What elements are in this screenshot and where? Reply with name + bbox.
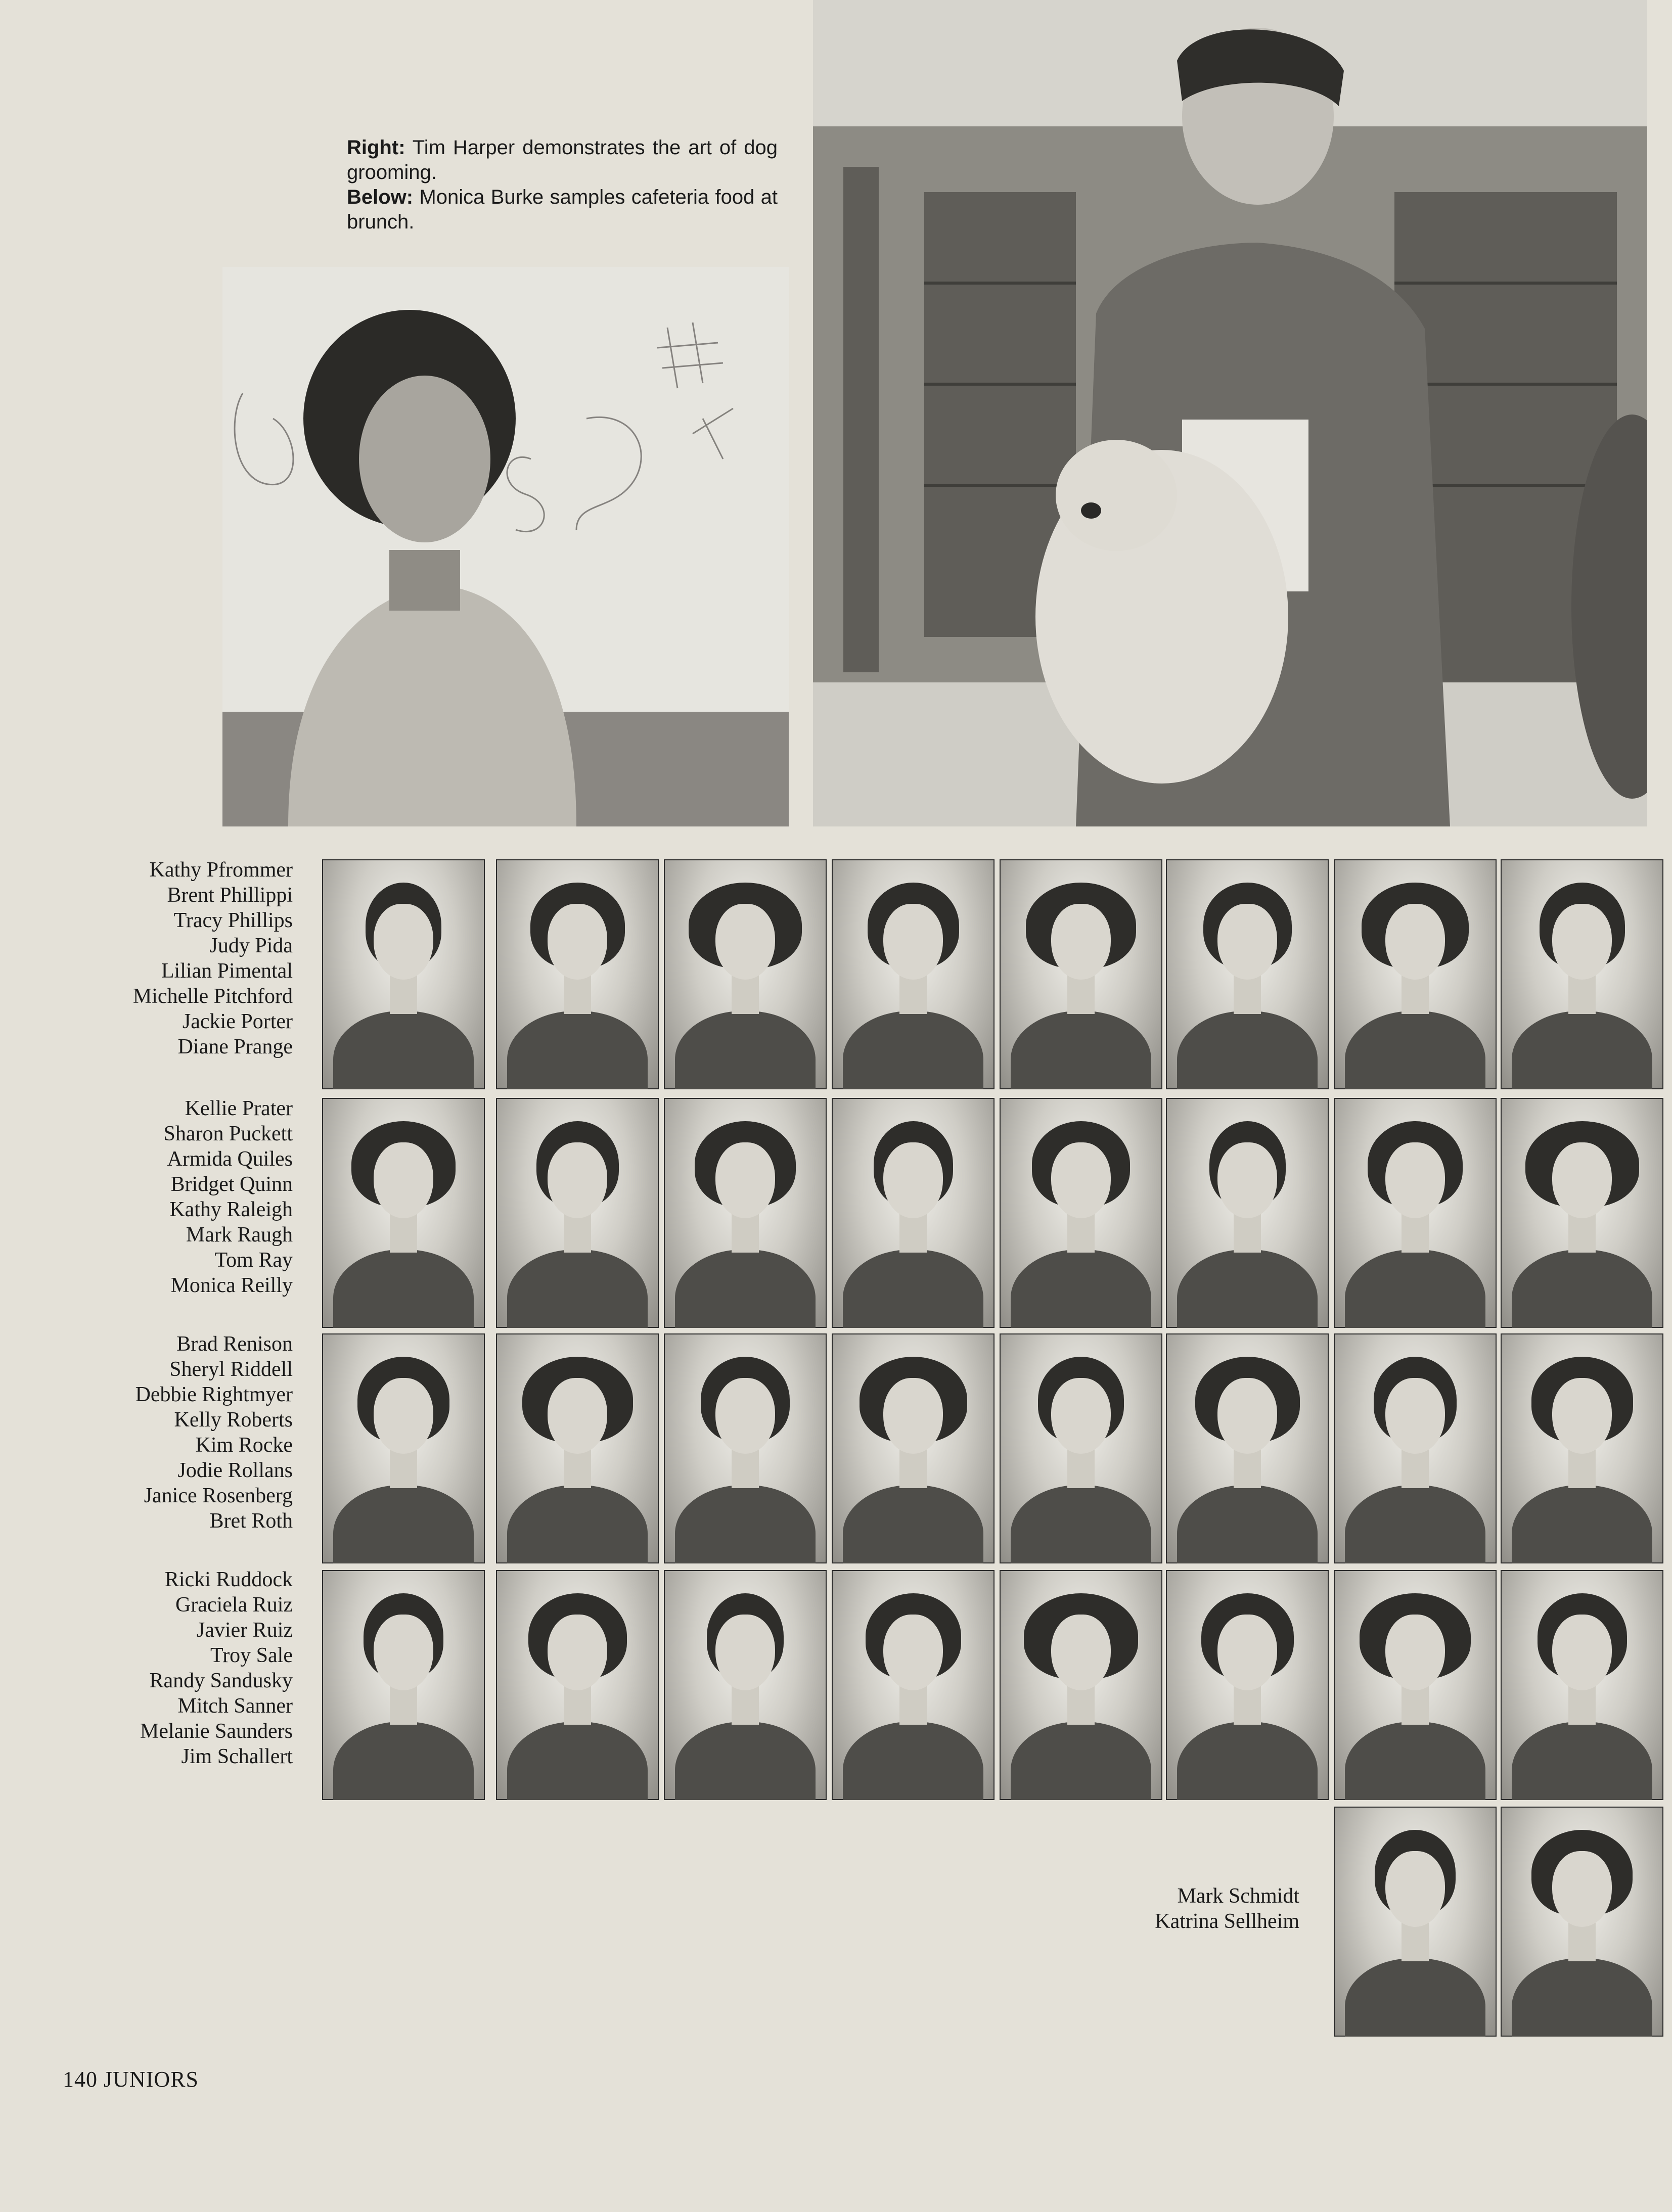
portrait-body xyxy=(1512,1485,1652,1563)
portrait-body xyxy=(1345,1722,1485,1800)
portrait-body xyxy=(1177,1250,1318,1328)
portrait-body xyxy=(333,1485,474,1563)
student-name: Ricki Ruddock xyxy=(164,1568,293,1591)
student-name: Brent Phillippi xyxy=(167,884,293,907)
student-portrait xyxy=(1166,1333,1329,1563)
portrait-neck xyxy=(1234,1212,1261,1253)
student-portrait xyxy=(496,859,659,1089)
name-list-row-3 xyxy=(10,1331,293,1534)
portrait-face xyxy=(1552,904,1612,980)
portrait-body xyxy=(1011,1485,1151,1563)
student-portrait xyxy=(1501,1098,1663,1328)
portrait-body xyxy=(1345,1485,1485,1563)
portrait-neck xyxy=(732,1212,759,1253)
page-folio: 140 JUNIORS xyxy=(63,2067,199,2092)
portrait-face xyxy=(883,1378,943,1454)
portrait-face xyxy=(1552,1378,1612,1454)
student-name: Randy Sandusky xyxy=(149,1669,293,1692)
student-portrait xyxy=(1000,1570,1162,1800)
caption-below-label: Below: xyxy=(347,186,414,208)
student-portrait xyxy=(664,1333,827,1563)
portrait-body xyxy=(1512,1011,1652,1089)
student-portrait xyxy=(832,1098,995,1328)
student-portrait xyxy=(1166,1098,1329,1328)
student-portrait xyxy=(322,1570,485,1800)
portrait-neck xyxy=(899,1448,927,1488)
student-portrait xyxy=(496,1098,659,1328)
portrait-neck xyxy=(564,1212,591,1253)
portrait-neck xyxy=(390,1684,417,1725)
portrait-body xyxy=(507,1722,648,1800)
portrait-face xyxy=(374,1142,433,1218)
portrait-body xyxy=(843,1722,983,1800)
student-name: Mark Raugh xyxy=(186,1223,293,1247)
portrait-face xyxy=(1385,1851,1445,1927)
portrait-body xyxy=(675,1011,816,1089)
portrait-neck xyxy=(1067,974,1095,1014)
portrait-body xyxy=(675,1485,816,1563)
student-portrait xyxy=(1501,1807,1663,2037)
portrait-face xyxy=(374,1378,433,1454)
portrait-body xyxy=(1345,1250,1485,1328)
portrait-face xyxy=(715,1615,775,1690)
student-name: Bridget Quinn xyxy=(170,1173,293,1196)
portrait-face xyxy=(548,1142,607,1218)
student-portrait xyxy=(1000,1333,1162,1563)
student-name: Tom Ray xyxy=(214,1249,293,1272)
student-portrait xyxy=(664,1098,827,1328)
student-portrait xyxy=(1334,1098,1497,1328)
portrait-body xyxy=(333,1011,474,1089)
portrait-face xyxy=(883,1142,943,1218)
portrait-face xyxy=(1217,904,1277,980)
portrait-neck xyxy=(899,1212,927,1253)
portrait-neck xyxy=(899,1684,927,1725)
portrait-body xyxy=(675,1250,816,1328)
student-portrait xyxy=(1501,859,1663,1089)
student-portrait xyxy=(1000,859,1162,1089)
student-name: Jackie Porter xyxy=(182,1010,293,1033)
portrait-body xyxy=(843,1485,983,1563)
portrait-face xyxy=(548,904,607,980)
candid-photo-brunch xyxy=(222,267,789,826)
student-portrait xyxy=(832,859,995,1089)
student-name: Mark Schmidt xyxy=(1177,1884,1299,1908)
portrait-body xyxy=(843,1250,983,1328)
portrait-body xyxy=(1011,1011,1151,1089)
student-portrait xyxy=(1334,859,1497,1089)
student-name: Katrina Sellheim xyxy=(1155,1910,1299,1933)
student-portrait xyxy=(322,859,485,1089)
student-name: Tracy Phillips xyxy=(173,909,293,932)
portrait-neck xyxy=(732,974,759,1014)
portrait-neck xyxy=(899,974,927,1014)
student-name: Michelle Pitchford xyxy=(132,985,293,1008)
portrait-face xyxy=(1051,1378,1111,1454)
student-portrait xyxy=(322,1098,485,1328)
portrait-neck xyxy=(1067,1448,1095,1488)
portrait-face xyxy=(1051,904,1111,980)
student-portrait xyxy=(1166,1570,1329,1800)
portrait-body xyxy=(1345,1011,1485,1089)
student-name: Mitch Sanner xyxy=(177,1694,293,1718)
portrait-face xyxy=(1385,1615,1445,1690)
portrait-face xyxy=(1051,1615,1111,1690)
student-name: Diane Prange xyxy=(177,1035,293,1058)
portrait-neck xyxy=(564,1684,591,1725)
portrait-face xyxy=(883,1615,943,1690)
student-portrait xyxy=(496,1333,659,1563)
student-portrait xyxy=(1501,1333,1663,1563)
portrait-face xyxy=(548,1615,607,1690)
portrait-face xyxy=(1217,1378,1277,1454)
portrait-neck xyxy=(1067,1684,1095,1725)
student-name: Melanie Saunders xyxy=(140,1720,293,1743)
portrait-body xyxy=(333,1250,474,1328)
name-list-row-5 xyxy=(1082,1883,1299,1934)
student-name: Kathy Pfrommer xyxy=(149,858,293,882)
student-name: Troy Sale xyxy=(210,1644,293,1667)
portrait-body xyxy=(1345,1958,1485,2037)
portrait-face xyxy=(374,904,433,980)
portrait-neck xyxy=(1568,1684,1596,1725)
portrait-face xyxy=(715,1378,775,1454)
portrait-neck xyxy=(1568,1212,1596,1253)
portrait-neck xyxy=(390,1212,417,1253)
portrait-face xyxy=(1385,1142,1445,1218)
portrait-face xyxy=(374,1615,433,1690)
portrait-body xyxy=(1512,1722,1652,1800)
portrait-body xyxy=(507,1250,648,1328)
student-name: Kellie Prater xyxy=(185,1097,293,1120)
student-name: Javier Ruiz xyxy=(196,1619,293,1642)
portrait-body xyxy=(1512,1958,1652,2037)
portrait-body xyxy=(1177,1011,1318,1089)
student-name: Brad Renison xyxy=(176,1332,293,1356)
name-list-row-1 xyxy=(10,857,293,1059)
student-name: Jim Schallert xyxy=(181,1745,293,1768)
portrait-body xyxy=(1512,1250,1652,1328)
student-name: Kim Rocke xyxy=(195,1434,293,1457)
student-portrait xyxy=(664,1570,827,1800)
student-name: Kelly Roberts xyxy=(174,1408,293,1432)
portrait-neck xyxy=(732,1684,759,1725)
student-portrait xyxy=(832,1570,995,1800)
portrait-neck xyxy=(1067,1212,1095,1253)
portrait-neck xyxy=(390,974,417,1014)
portrait-neck xyxy=(732,1448,759,1488)
student-name: Armida Quiles xyxy=(167,1147,293,1171)
portrait-face xyxy=(1217,1615,1277,1690)
name-list-row-4 xyxy=(10,1567,293,1769)
portrait-face xyxy=(883,904,943,980)
student-portrait xyxy=(1334,1570,1497,1800)
portrait-neck xyxy=(1568,1448,1596,1488)
portrait-neck xyxy=(390,1448,417,1488)
portrait-face xyxy=(1552,1615,1612,1690)
student-name: Bret Roth xyxy=(209,1509,293,1533)
portrait-neck xyxy=(1568,974,1596,1014)
portrait-neck xyxy=(1402,1921,1429,1961)
student-portrait xyxy=(1000,1098,1162,1328)
portrait-face xyxy=(1385,1378,1445,1454)
student-portrait xyxy=(1501,1570,1663,1800)
student-name: Janice Rosenberg xyxy=(144,1484,293,1507)
student-name: Graciela Ruiz xyxy=(175,1593,293,1617)
student-portrait xyxy=(496,1570,659,1800)
student-name: Sharon Puckett xyxy=(163,1122,293,1145)
photo-caption xyxy=(347,135,778,235)
portrait-neck xyxy=(1402,1448,1429,1488)
portrait-body xyxy=(675,1722,816,1800)
portrait-body xyxy=(843,1011,983,1089)
student-portrait xyxy=(1334,1333,1497,1563)
portrait-face xyxy=(1051,1142,1111,1218)
portrait-neck xyxy=(1234,1684,1261,1725)
portrait-neck xyxy=(564,1448,591,1488)
portrait-neck xyxy=(1234,974,1261,1014)
portrait-body xyxy=(333,1722,474,1800)
caption-below-text: Monica Burke samples cafeteria food at brunch. xyxy=(347,186,778,233)
student-portrait xyxy=(664,859,827,1089)
portrait-face xyxy=(715,904,775,980)
student-name: Judy Pida xyxy=(209,934,293,957)
candid-photo-dog-grooming xyxy=(813,0,1647,826)
caption-right-text: Tim Harper demonstrates the art of dog grooming. xyxy=(347,136,778,183)
student-name: Kathy Raleigh xyxy=(169,1198,293,1221)
portrait-face xyxy=(1217,1142,1277,1218)
portrait-body xyxy=(507,1011,648,1089)
portrait-neck xyxy=(1402,1684,1429,1725)
portrait-face xyxy=(715,1142,775,1218)
student-name: Debbie Rightmyer xyxy=(135,1383,293,1406)
name-list-row-2 xyxy=(10,1096,293,1298)
portrait-face xyxy=(1552,1851,1612,1927)
portrait-face xyxy=(1552,1142,1612,1218)
caption-right-label: Right: xyxy=(347,136,405,159)
student-portrait xyxy=(1166,859,1329,1089)
student-name: Jodie Rollans xyxy=(177,1459,293,1482)
portrait-neck xyxy=(1402,1212,1429,1253)
portrait-face xyxy=(1385,904,1445,980)
student-portrait xyxy=(1334,1807,1497,2037)
portrait-body xyxy=(1011,1250,1151,1328)
portrait-body xyxy=(1177,1485,1318,1563)
portrait-face xyxy=(548,1378,607,1454)
student-name: Lilian Pimental xyxy=(161,959,293,983)
student-portrait xyxy=(832,1333,995,1563)
portrait-body xyxy=(1011,1722,1151,1800)
student-portrait xyxy=(322,1333,485,1563)
student-name: Monica Reilly xyxy=(170,1274,293,1297)
portrait-body xyxy=(507,1485,648,1563)
portrait-neck xyxy=(1234,1448,1261,1488)
portrait-body xyxy=(1177,1722,1318,1800)
portrait-neck xyxy=(1568,1921,1596,1961)
portrait-neck xyxy=(564,974,591,1014)
student-name: Sheryl Riddell xyxy=(169,1358,293,1381)
portrait-neck xyxy=(1402,974,1429,1014)
